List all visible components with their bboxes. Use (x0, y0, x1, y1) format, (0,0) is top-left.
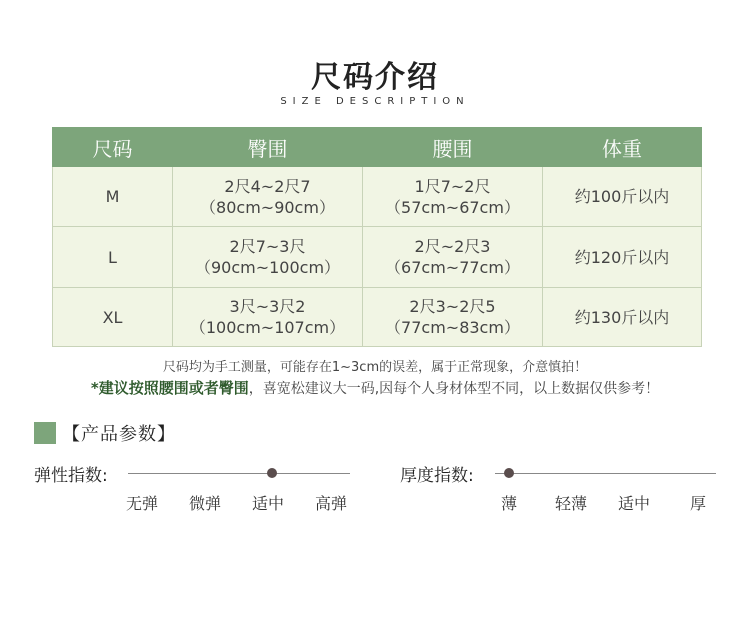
elasticity-indicator-dot (267, 468, 277, 478)
page-title: 尺码介绍 (311, 60, 439, 95)
thickness-option: 轻薄 (555, 494, 588, 513)
measurement-note: 尺码均为手工测量，可能存在1~3cm的误差，属于正常现象，介意慎拍！ (162, 360, 588, 375)
elasticity-option: 微弹 (189, 494, 222, 513)
heading-marker-square (34, 422, 56, 444)
thickness-option: 适中 (618, 494, 651, 513)
elasticity-track (128, 473, 350, 474)
thickness-option-selected: 薄 (501, 494, 518, 513)
elasticity-label: 弹性指数: (34, 466, 108, 486)
hip-chi-value: 2尺4~2尺7 (224, 176, 311, 196)
elasticity-option: 高弹 (315, 494, 348, 513)
hip-cell (173, 227, 363, 288)
waist-chi-value: 2尺~2尺3 (414, 237, 491, 256)
product-params-title: 【产品参数】 (62, 424, 176, 445)
column-header-hip: 臀围 (173, 128, 363, 167)
waist-cm-value: （57cm~67cm） (385, 197, 520, 217)
waist-chi-value: 2尺3~2尺5 (409, 297, 496, 316)
fit-advice-text: ，喜宽松建议大一码,因每个人身材体型不同，以上数据仅供参考！ (248, 381, 660, 397)
size-cell: M (53, 167, 173, 227)
page-subtitle: SIZE DESCRIPTION (280, 96, 470, 107)
hip-chi-value: 2尺7~3尺 (229, 237, 306, 256)
size-cell: L (53, 227, 173, 288)
size-table (52, 127, 702, 347)
waist-cell (363, 227, 543, 288)
hip-cm-value: （90cm~100cm） (194, 258, 341, 277)
hip-cm-value: （80cm~90cm） (200, 197, 335, 217)
column-header-waist: 腰围 (363, 128, 543, 167)
elasticity-option-selected: 适中 (252, 494, 285, 513)
fit-advice-emphasis: *建议按照腰围或者臀围 (90, 379, 249, 397)
hip-cell (173, 167, 363, 227)
thickness-option: 厚 (690, 494, 707, 513)
weight-cell: 约130斤以内 (543, 288, 702, 347)
table-row (53, 227, 702, 288)
hip-cell (173, 288, 363, 347)
thickness-label: 厚度指数: (400, 466, 474, 486)
weight-cell: 约120斤以内 (543, 227, 702, 288)
size-table-header-row (53, 128, 702, 167)
table-row (53, 167, 702, 227)
thickness-track (495, 473, 716, 474)
waist-cell (363, 288, 543, 347)
waist-chi-value: 1尺7~2尺 (414, 176, 491, 196)
hip-chi-value: 3尺~3尺2 (229, 297, 306, 316)
column-header-size: 尺码 (53, 128, 173, 167)
thickness-indicator-dot (504, 468, 514, 478)
weight-cell: 约100斤以内 (543, 167, 702, 227)
table-row (53, 288, 702, 347)
waist-cell (363, 167, 543, 227)
elasticity-option: 无弹 (126, 494, 159, 513)
product-params-heading (34, 421, 176, 445)
waist-cm-value: （77cm~83cm） (385, 318, 520, 337)
hip-cm-value: （100cm~107cm） (189, 318, 346, 337)
fit-advice-note (0, 377, 750, 398)
waist-cm-value: （67cm~77cm） (385, 258, 520, 277)
column-header-weight: 体重 (543, 128, 702, 167)
size-cell: XL (53, 288, 173, 347)
